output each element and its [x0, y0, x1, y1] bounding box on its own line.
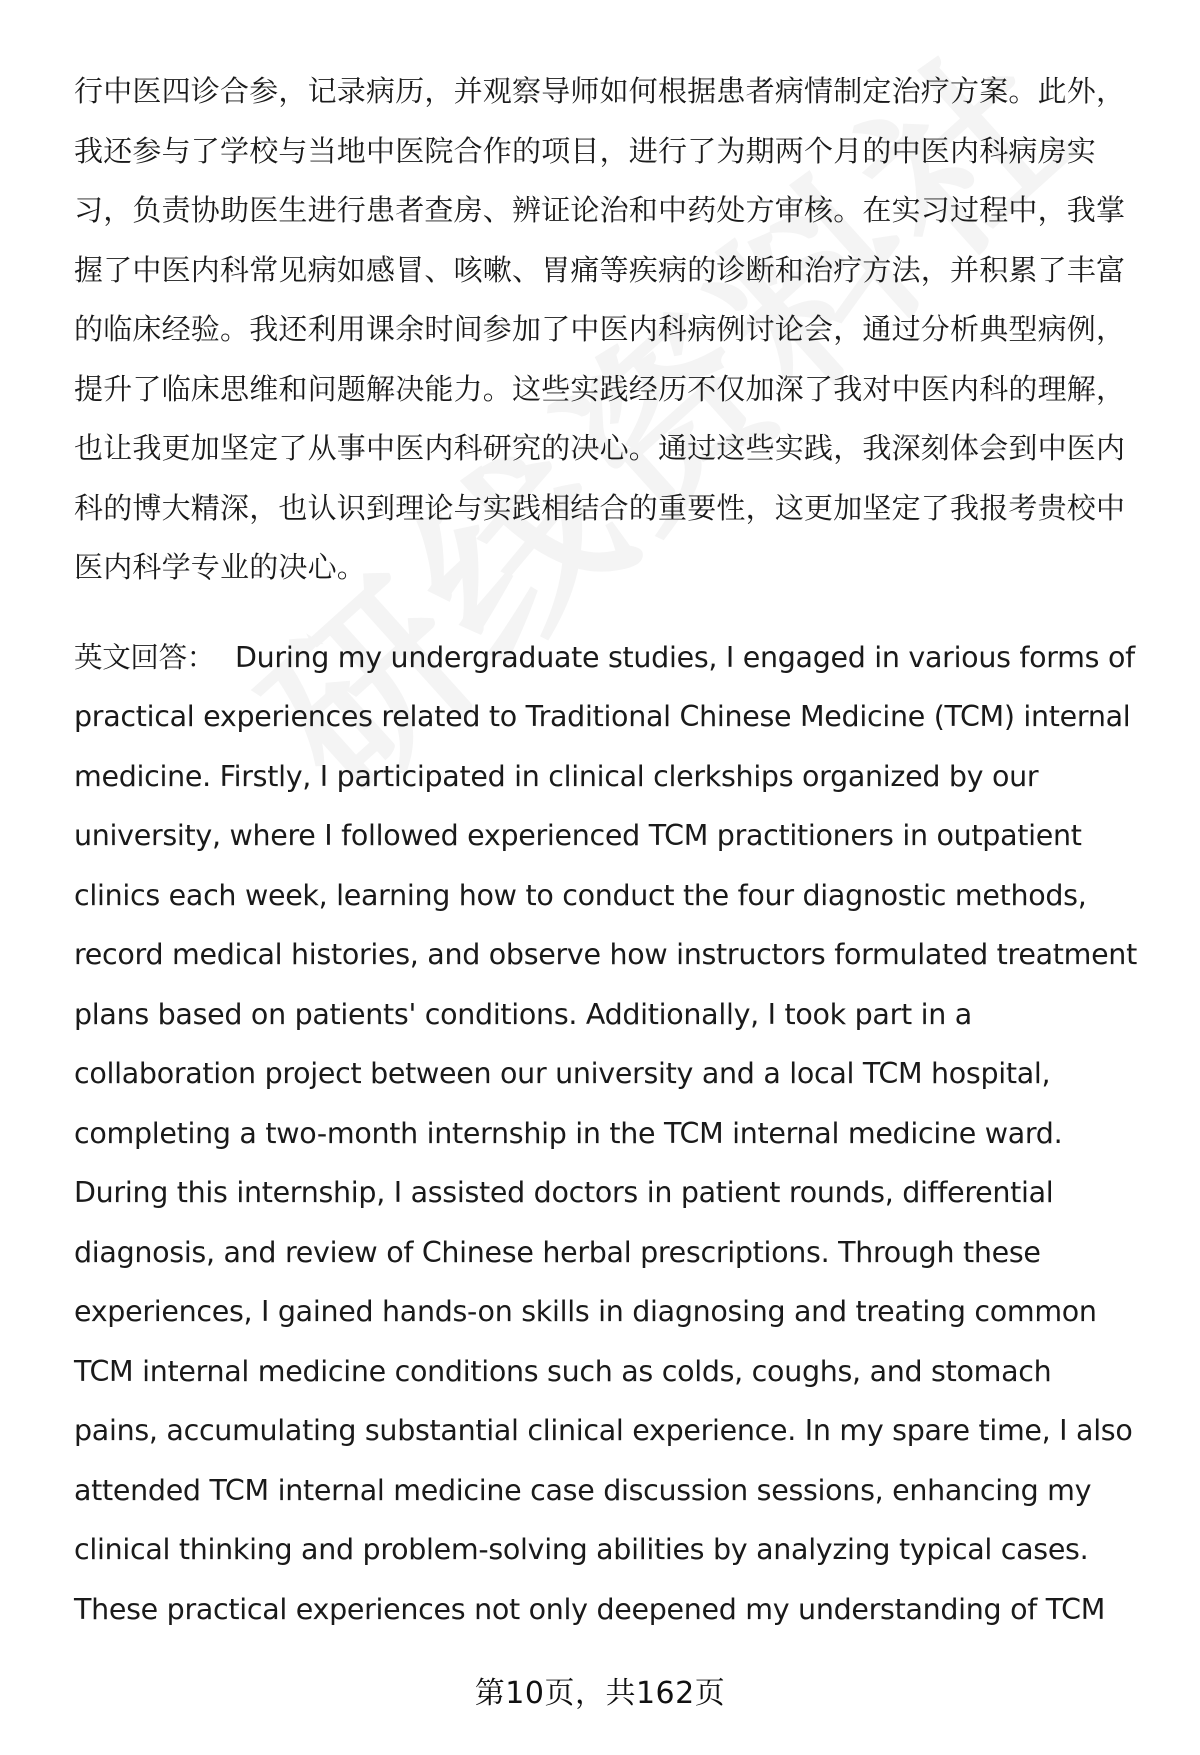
text-line: During this internship, I assisted doctors in patient rounds, differential [74, 1176, 1054, 1209]
text-line: collaboration project between our university and a local TCM hospital, [74, 1057, 1051, 1090]
text-line: completing a two-month internship in the TCM internal medicine ward. [74, 1116, 1063, 1150]
text-line: 医内科学专业的决心。 [74, 550, 367, 584]
text-line: practical experiences related to Traditional Chinese Medicine (TCM) internal [74, 700, 1131, 733]
text-line: clinics each week, learning how to conduct the four diagnostic methods, [74, 878, 1087, 912]
page-number-footer: 第10页，共162页 [474, 1676, 726, 1711]
text-line: 的临床经验。我还利用课余时间参加了中医内科病例讨论会，通过分析典型病例， [74, 312, 1126, 346]
text-line: TCM internal medicine conditions such as colds, coughs, and stomach [74, 1354, 1052, 1388]
text-line: attended TCM internal medicine case discussion sessions, enhancing my [74, 1473, 1092, 1507]
text-line: 习，负责协助医生进行患者查房、辨证论治和中药处方审核。在实习过程中，我掌 [74, 193, 1126, 227]
english-answer-label: 英文回答： [74, 640, 216, 674]
text-line: university, where I followed experienced TCM practitioners in outpatient [74, 819, 1082, 852]
text-line: 提升了临床思维和问题解决能力。这些实践经历不仅加深了我对中医内科的理解， [74, 371, 1126, 406]
text-line: 也让我更加坚定了从事中医内科研究的决心。通过这些实践，我深刻体会到中医内 [74, 431, 1126, 465]
text-line: experiences, I gained hands-on skills in diagnosing and treating common [74, 1295, 1097, 1328]
text-line: These practical experiences not only deepened my understanding of TCM [74, 1592, 1106, 1626]
text-line: 我还参与了学校与当地中医院合作的项目，进行了为期两个月的中医内科病房实 [74, 133, 1097, 168]
text-line: clinical thinking and problem-solving abilities by analyzing typical cases. [74, 1533, 1089, 1566]
chinese-answer-paragraph [74, 62, 1134, 598]
text-line: plans based on patients' conditions. Additionally, I took part in a [74, 997, 972, 1031]
text-line: pains, accumulating substantial clinical experience. In my spare time, I also [74, 1414, 1133, 1447]
text-line: 科的博大精深，也认识到理论与实践相结合的重要性，这更加坚定了我报考贵校中 [74, 490, 1126, 525]
page-content [74, 62, 1137, 1639]
text-line-content: During my undergraduate studies, I engaged in various forms of [235, 640, 1135, 674]
text-line: record medical histories, and observe how instructors formulated treatment [74, 938, 1137, 971]
text-line: 行中医四诊合参，记录病历，并观察导师如何根据患者病情制定治疗方案。此外， [74, 74, 1126, 108]
text-line: medicine. Firstly, I participated in clinical clerkships organized by our [74, 759, 1039, 793]
text-line [74, 628, 1134, 688]
text-line: 握了中医内科常见病如感冒、咳嗽、胃痛等疾病的诊断和治疗方法，并积累了丰富 [74, 252, 1126, 287]
text-line: diagnosis, and review of Chinese herbal prescriptions. Through these [74, 1235, 1041, 1269]
english-answer-paragraph [74, 628, 1137, 1640]
